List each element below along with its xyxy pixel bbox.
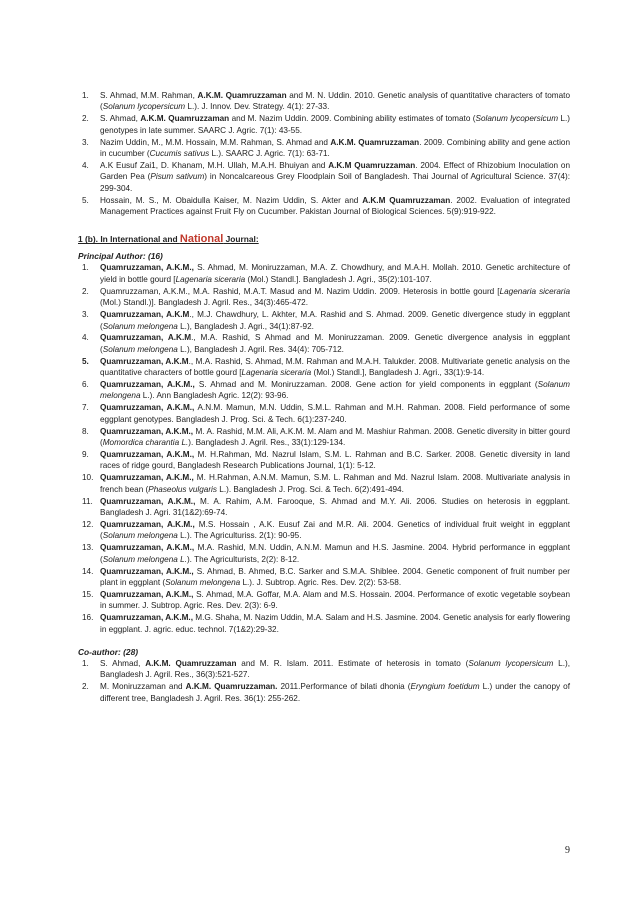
reference-item xyxy=(78,286,570,309)
reference-text: L.). The Agriculturiss. 2(1): 90-95. xyxy=(177,531,302,541)
reference-text: . 2002. Evaluation of integrated Management Practices against Fruit Fly on Cucumber. Pakistan Journal of Biological Sciences. 5(9):919-922. xyxy=(100,195,570,217)
reference-text: ). Bangladesh J. Agril. Res., 33(1):129-134. xyxy=(188,438,346,448)
reference-item xyxy=(78,332,570,355)
reference-text: (Mol.) Standl.]. Bangladesh J. Agri., 35(2):101-107. xyxy=(245,274,432,284)
section-heading xyxy=(78,233,570,245)
author-highlight: Quamruzzaman, A.K.M., xyxy=(100,613,193,623)
reference-text: S. Ahmad and M. Moniruzzaman. 2008. Gene action for yield components in eggplant ( xyxy=(194,380,538,390)
author-highlight: Quamruzzaman, A.K.M xyxy=(100,310,190,320)
reference-item xyxy=(78,542,570,565)
reference-item xyxy=(78,402,570,425)
species-name: Solanum melongena xyxy=(102,531,178,541)
reference-number: 3. xyxy=(82,137,89,147)
author-highlight: Quamruzzaman, A.K.M xyxy=(100,333,192,343)
reference-text: (Mol.) Standl.], Bangladesh J. Agri., 33(1):9-14. xyxy=(311,368,485,378)
author-highlight: Quamruzzaman, A.K.M., xyxy=(100,589,194,599)
reference-number: 9. xyxy=(82,449,89,459)
reference-text: L.). SAARC J. Agric. 7(1): 63-71. xyxy=(209,149,330,159)
reference-number: 5. xyxy=(82,356,89,366)
page-number: 9 xyxy=(565,845,570,856)
reference-text: ., M.A. Rashid, S. Ahmad, M.M. Rahman and M.A.H. Talukder. 2008. Multivariate genetic analysis on the quantitative characters of bottle gourd [ xyxy=(100,356,570,378)
reference-text: . 2004. Effect of Rhizobium Inoculation on Garden Pea ( xyxy=(100,160,571,182)
reference-text: Quamruzzaman, A.K.M xyxy=(100,286,186,296)
publication-list xyxy=(78,90,570,705)
reference-number: 2. xyxy=(82,286,89,296)
reference-text: M. A. Rashid, M.M. Ali, A.K.M. M. Alam and M. Mashiur Rahman. 2008. Genetic diversity in bitter gourd ( xyxy=(100,426,570,448)
principal-reference-list xyxy=(78,262,570,635)
reference-text: L.), Bangladesh J. Agri., 34(1):87-92. xyxy=(177,321,314,331)
reference-text: S. Ahmad, M.M. Rahman, xyxy=(100,91,198,100)
reference-number: 5. xyxy=(82,195,89,205)
reference-text: L.), Bangladesh J. Agril. Res., 36(3):521-527. xyxy=(100,658,570,680)
coauthor-heading: Co-author: (28) xyxy=(78,646,139,657)
species-name: Momordica charantia L. xyxy=(102,438,189,448)
reference-text: Hossain, M. S., M. Obaidulla Kaiser, M. Nazim Uddin, S. Akter and xyxy=(100,195,363,205)
reference-number: 1. xyxy=(82,91,89,100)
reference-item xyxy=(78,681,570,704)
reference-text: ., M.A. Rashid, S Ahmad and M. Moniruzzaman. 2009. Genetic divergence analysis in eggplant ( xyxy=(100,333,570,354)
reference-text: S. Ahmad, B. Ahmed, B.C. Sarker and S.M.A. Shiblee. 2004. Genetic component of fruit number per plant in eggplant ( xyxy=(100,566,570,587)
reference-number: 8. xyxy=(82,426,89,436)
reference-item xyxy=(78,566,570,589)
reference-item xyxy=(78,449,570,472)
author-highlight: A.K.M Quamruzzaman xyxy=(362,195,451,205)
reference-text: M.G. Shaha, M. Nazim Uddin, M.A. Salam and H.S. Jasmine. 2004. Genetic analysis for early flowering in eggplant. J. agric. educ. technol. 7(1&2):29-32. xyxy=(100,613,571,634)
species-name: Solanum melongena xyxy=(102,344,178,354)
reference-item xyxy=(78,496,570,519)
reference-item xyxy=(78,90,570,113)
reference-number: 12. xyxy=(82,519,94,529)
reference-text: S. Ahmad, xyxy=(100,114,141,124)
species-name: Solanum melongena xyxy=(165,577,241,587)
reference-text: S. Ahmad, xyxy=(100,658,146,668)
reference-text: L.) under the canopy of different tree, Bangladesh J. Agril. Res. 36(1): 255-262. xyxy=(100,682,570,703)
author-highlight: Quamruzzaman, A.K.M., xyxy=(100,473,194,483)
author-highlight: Quamruzzaman, A.K.M xyxy=(100,356,189,366)
reference-text: L.). J. Innov. Dev. Strategy. 4(1): 27-33. xyxy=(185,102,330,112)
reference-number: 15. xyxy=(82,589,94,599)
reference-item xyxy=(78,426,570,449)
reference-item xyxy=(78,519,570,542)
reference-item xyxy=(78,612,570,635)
reference-text: ., M.A. Rashid, M.A.T. Masud and M. Nazim Uddin. 2009. Heterosis in bottle gourd [ xyxy=(185,286,500,296)
reference-item xyxy=(78,658,570,681)
author-highlight: Quamruzzaman, A.K.M., xyxy=(100,496,196,506)
reference-item xyxy=(78,589,570,612)
reference-number: 7. xyxy=(82,403,89,413)
section-heading-post: Journal: xyxy=(223,234,259,245)
reference-text: ) in Noncalcareous Grey Floodplain Soil of Bangladesh. Thai Journal of Agricultural Science. 37(4): 299-304. xyxy=(100,172,570,193)
reference-number: 1. xyxy=(82,658,89,668)
reference-item xyxy=(78,137,570,160)
reference-item xyxy=(78,262,570,285)
reference-number: 3. xyxy=(82,310,89,320)
reference-text: . 2009. Combining ability and gene action in cucumber ( xyxy=(100,137,571,159)
species-name: Cucumis sativus xyxy=(149,149,210,159)
reference-item xyxy=(78,195,570,218)
reference-text: ., M.J. Chawdhury, L. Akhter, M.A. Rashid and S. Ahmad. 2009. Genetic divergence study in eggplant ( xyxy=(100,310,570,331)
reference-text: S. Ahmad, M.A. Goffar, M.A. Alam and M.S. Hossain. 2004. Performance of exotic vegetable soybean in summer. J. Subtrop. Agric. Res. Dev. 2(3): 6-9. xyxy=(100,589,570,611)
author-highlight: Quamruzzaman, A.K.M., xyxy=(100,426,194,436)
author-highlight: Quamruzzaman, A.K.M., xyxy=(100,543,195,553)
reference-text: M. A. Rahim, A.M. Farooque, S. Ahmad and M.Y. Ali. 2006. Studies on heterosis in eggplant. Bangladesh J. Agri. 31(1&2):69-74. xyxy=(100,496,570,517)
reference-item xyxy=(78,356,570,379)
reference-text: 2011.Performance of bilati dhonia ( xyxy=(277,682,411,692)
reference-text: M. H.Rahman, A.N.M. Mamun, S.M. L. Rahman and Md. Nazrul Islam. 2008. Multivariate analysis in french bean ( xyxy=(100,473,570,494)
species-name: Pisum sativum xyxy=(150,172,205,182)
reference-number: 2. xyxy=(82,682,89,692)
species-name: Solanum lycopersicum xyxy=(468,658,554,668)
reference-item xyxy=(78,113,570,136)
reference-item xyxy=(78,309,570,332)
reference-text: L.) genotypes in late summer. SAARC J. Agric. 7(1): 43-55. xyxy=(100,114,570,135)
reference-text: and M. N. Uddin. 2010. Genetic analysis of quantitative characters of tomato ( xyxy=(100,91,571,112)
principal-author-heading: Principal Author: (16) xyxy=(78,251,163,262)
reference-text: L.). Ann Bangladesh Agric. 12(2): 93-96. xyxy=(140,391,289,401)
reference-text: ). The Agriculturists, 2(2): 8-12. xyxy=(186,554,300,564)
species-name: Solanum lycopersicum xyxy=(102,102,186,112)
species-name: Phaseolus vulgaris xyxy=(148,484,217,494)
species-name: Solanum melongena xyxy=(100,380,570,401)
species-name: Lagenaria siceraria xyxy=(499,286,571,296)
reference-text: and M. Nazim Uddin. 2009. Combining ability estimates of tomato ( xyxy=(229,114,476,124)
reference-text: Nazim Uddin, M., M.M. Hossain, M.M. Rahman, S. Ahmad and xyxy=(100,137,331,147)
section-heading-accent: National xyxy=(179,233,224,246)
author-highlight: Quamruzzaman, A.K.M., xyxy=(100,519,195,529)
species-name: Eryngium foetidum xyxy=(410,682,480,692)
reference-text: L.). Bangladesh J. Prog. Sci. & Tech. 6(2):491-494. xyxy=(216,484,404,494)
coauthor-reference-list xyxy=(78,658,570,704)
top-reference-list xyxy=(78,90,570,217)
reference-item xyxy=(78,379,570,402)
author-highlight: A.K.M. Quamruzzaman. xyxy=(185,682,278,692)
reference-item xyxy=(78,472,570,495)
reference-text: A.N.M. Mamun, M.N. Uddin, S.M.L. Rahman and M.H. Rahman. 2008. Field performance of some eggplant genotypes. Bangladesh J. Prog. Sci. & Tech. 6(1):237-240. xyxy=(100,403,570,424)
reference-number: 16. xyxy=(82,613,94,623)
author-highlight: Quamruzzaman, A.K.M., xyxy=(100,380,195,390)
reference-number: 4. xyxy=(82,160,89,170)
species-name: Solanum melongena xyxy=(102,321,178,331)
reference-number: 2. xyxy=(82,114,89,124)
author-highlight: Quamruzzaman, A.K.M., xyxy=(100,566,194,576)
reference-number: 4. xyxy=(82,333,89,343)
reference-number: 11. xyxy=(82,496,93,506)
reference-text: M. H.Rahman, Md. Nazrul Islam, S.M. L. Rahman and B.C. Sarker. 2008. Genetic diversity in land races of ridge gourd, Bangladesh Research Publications Journal, 1(1): 5-12. xyxy=(100,449,570,471)
reference-number: 14. xyxy=(82,566,94,576)
reference-text: A.K Eusuf Zai1, D. Khanam, M.H. Ullah, M.A.H. Bhuiyan and xyxy=(100,160,329,170)
reference-item xyxy=(78,160,570,194)
reference-text: M. Moniruzzaman and xyxy=(100,682,186,692)
author-highlight: Quamruzzaman, A.K.M., xyxy=(100,403,195,413)
author-highlight: A.K.M. Quamruzzaman xyxy=(197,91,287,100)
author-highlight: A.K.M. Quamruzzaman xyxy=(330,137,420,147)
author-highlight: Quamruzzaman, A.K.M., xyxy=(100,449,195,459)
species-name: Solanum melongena L. xyxy=(102,554,187,564)
reference-number: 6. xyxy=(82,380,89,390)
author-highlight: Quamruzzaman, A.K.M., xyxy=(100,263,194,273)
reference-text: M.A. Rashid, M.N. Uddin, A.N.M. Mamun and H.S. Jasmine. 2004. Hybrid performance in eggplant ( xyxy=(100,543,571,564)
reference-number: 13. xyxy=(82,543,94,553)
species-name: Lagenaria siceraria xyxy=(241,368,312,378)
author-highlight: A.K.M. Quamruzzaman xyxy=(140,114,230,124)
reference-text: M.S. Hossain , A.K. Eusuf Zai and M.R. Ali. 2004. Genetics of individual fruit weight in eggplant ( xyxy=(100,519,570,541)
reference-number: 10. xyxy=(82,473,94,483)
author-highlight: A.K.M Quamruzzaman xyxy=(328,160,416,170)
reference-text: S. Ahmad, M. Moniruzzaman, M.A. Z. Chowdhury, and M.A.H. Mollah. 2010. Genetic architecture of yield in bottle gourd [ xyxy=(100,263,570,284)
species-name: Solanum lycopersicum xyxy=(475,114,559,124)
species-name: Lagenaria siceraria xyxy=(175,274,246,284)
reference-text: L.). J. Subtrop. Agric. Res. Dev. 2(2): 53-58. xyxy=(240,577,402,587)
reference-text: L.), Bangladesh J. Agril. Res. 34(4): 705-712. xyxy=(177,344,344,354)
reference-text: and M. R. Islam. 2011. Estimate of heterosis in tomato ( xyxy=(236,658,469,668)
reference-text: (Mol.) Standl.)]. Bangladesh J. Agril. Res., 34(3):465-472. xyxy=(100,298,308,308)
reference-number: 1. xyxy=(82,263,89,273)
author-highlight: A.K.M. Quamruzzaman xyxy=(145,658,237,668)
section-heading-pre: 1 (b). In International and xyxy=(78,234,180,245)
